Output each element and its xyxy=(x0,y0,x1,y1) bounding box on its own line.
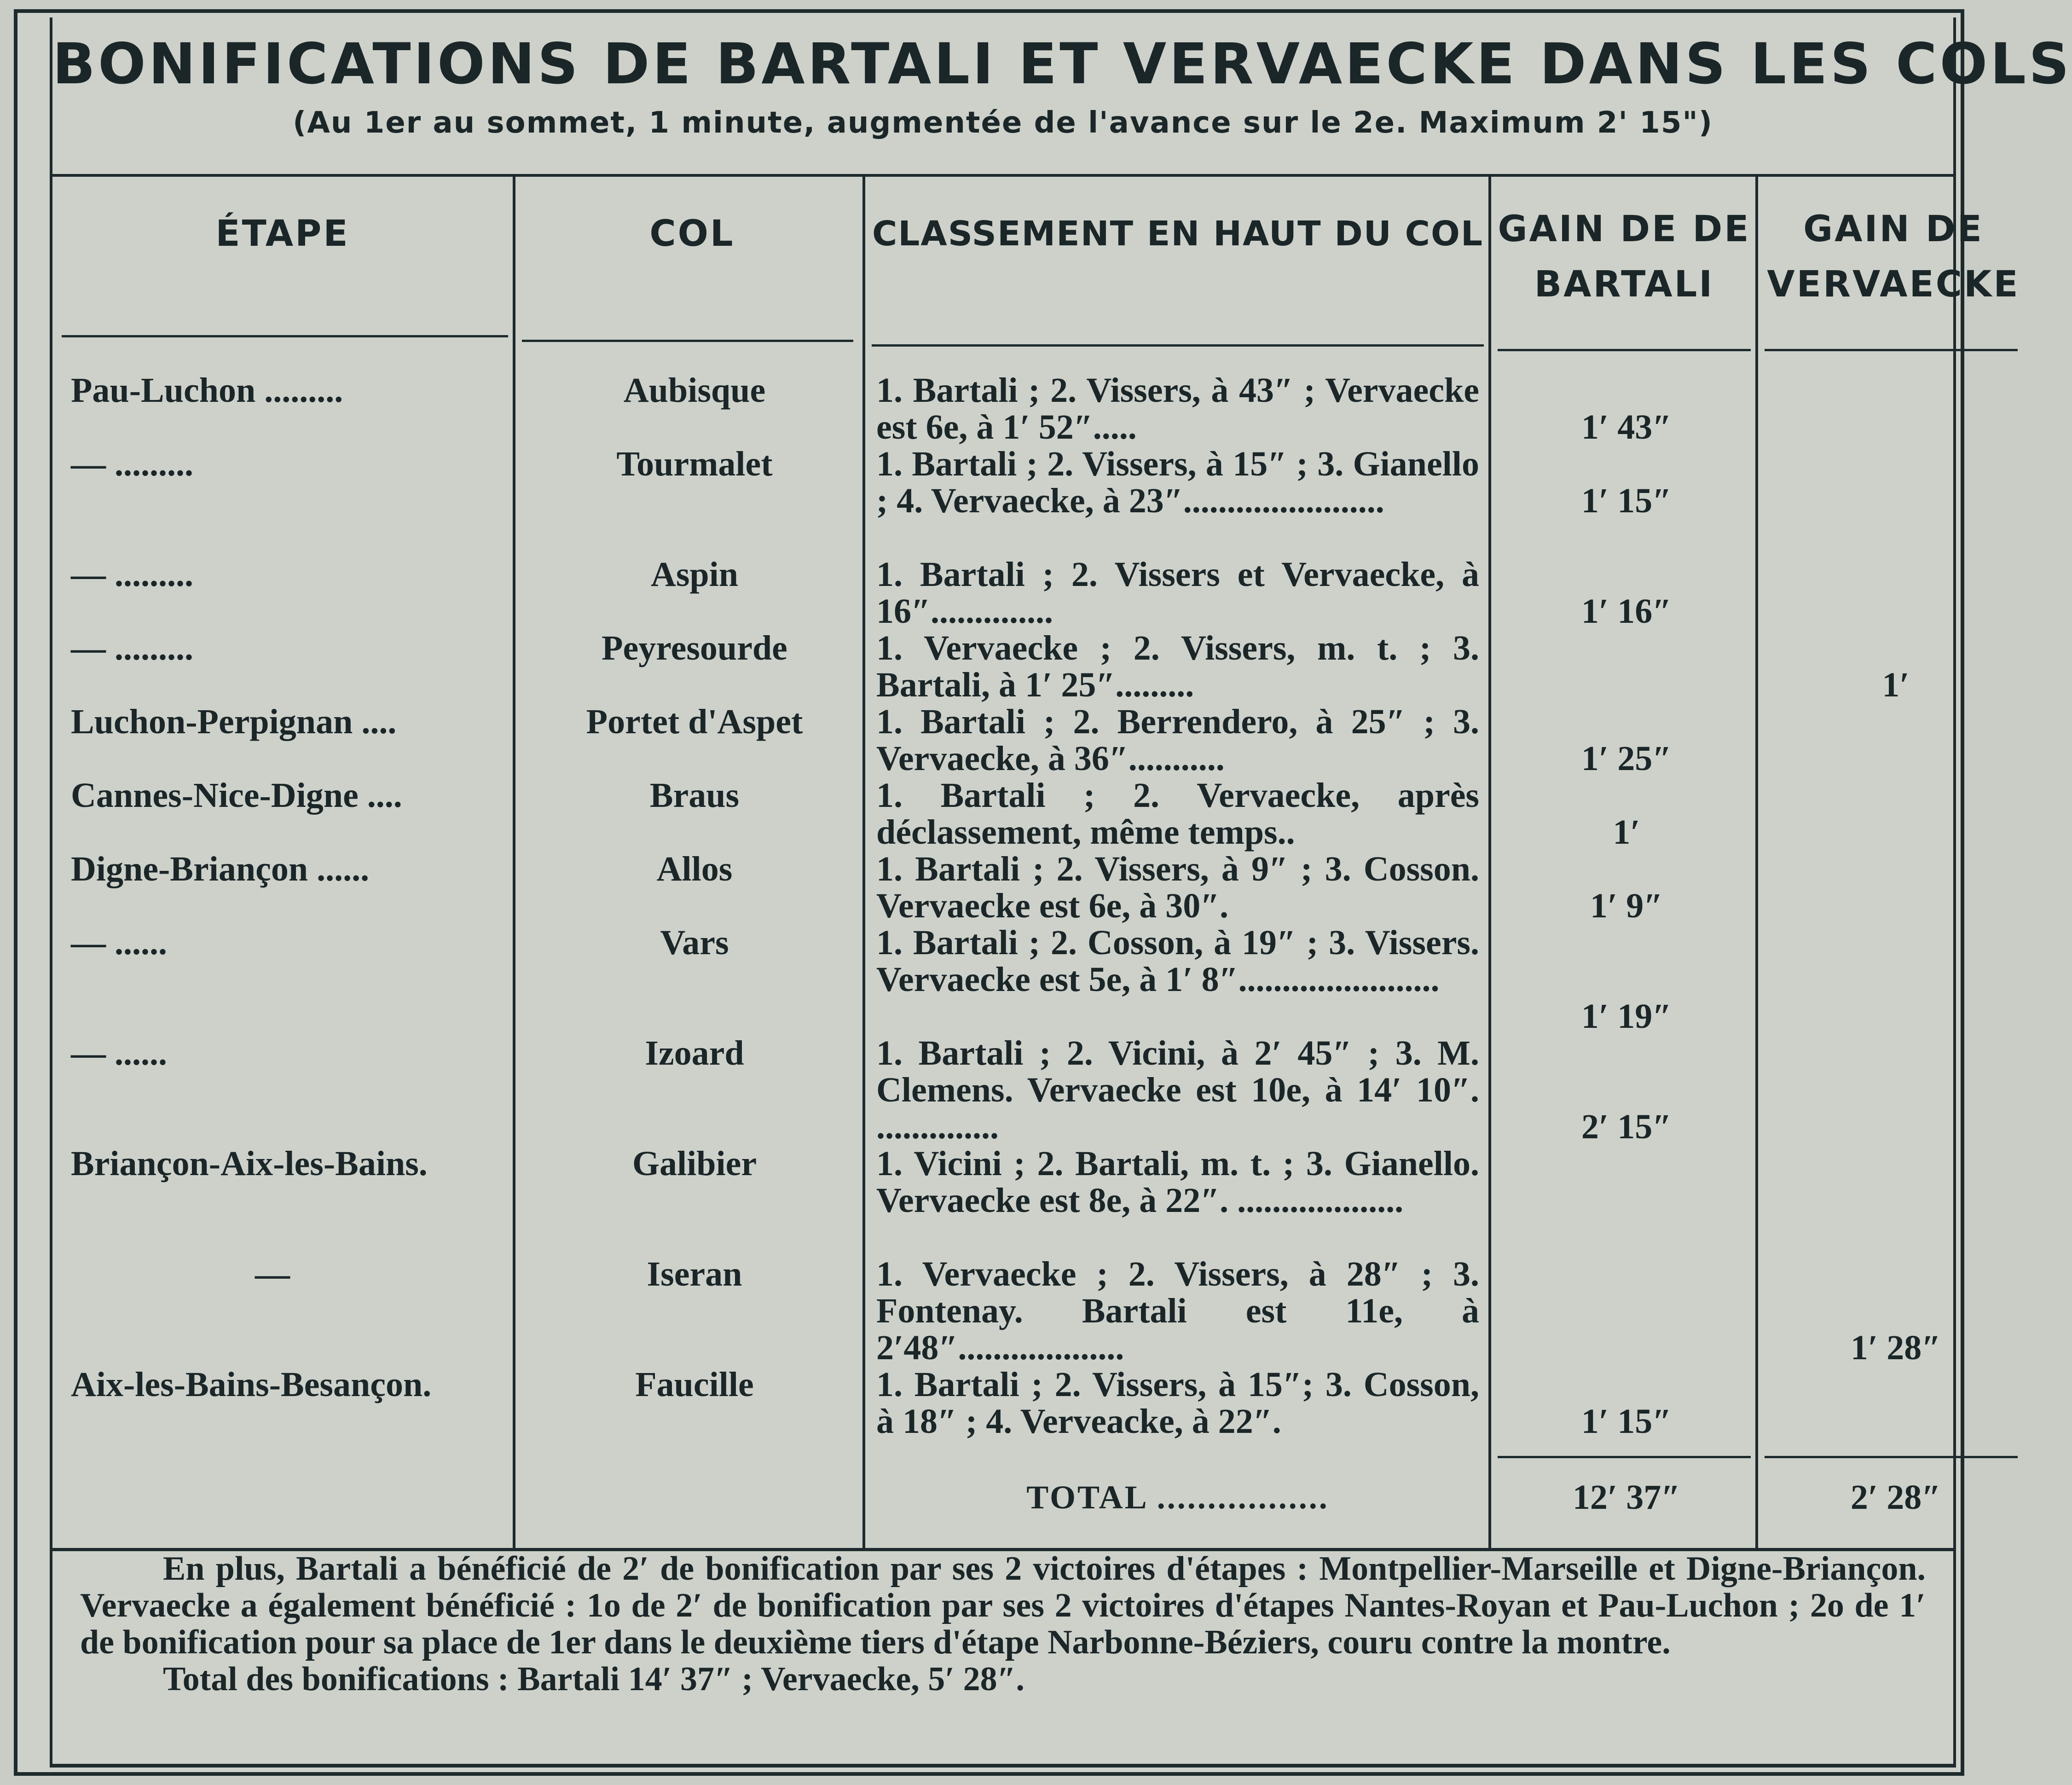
header-rule-classement xyxy=(872,344,1484,347)
gain-bartali-cell: 1′ 15″ xyxy=(1581,1402,1672,1441)
classement-cell: 1. Bartali ; 2. Vissers, à 43″ ; Vervaecke est 6e, à 1′ 52″..... xyxy=(876,371,1479,446)
col-cell: Faucille xyxy=(635,1365,754,1404)
classement-cell: 1. Bartali ; 2. Vissers, à 15″ ; 3. Gianello ; 4. Vervaecke, à 23″....................... xyxy=(876,445,1479,520)
etape-cell: — ...... xyxy=(71,1034,167,1072)
footer-paragraph: En plus, Bartali a bénéficié de 2′ de bonification par ses 2 victoires d'étapes : Montpellier-Marseille et Digne-Briançon. Vervaecke a également bénéficié : 1o de 2′ de bonification par ses 2 victoires d'étapes Nantes-Royan et Pau-Luchon ; 2o de 1′ de bonification pour sa place de 1er dans le deuxième tiers d'étape Narbonne-Béziers, couru contre la montre. xyxy=(80,1550,1926,1661)
etape-cell: — ......... xyxy=(71,555,193,594)
gain-vervaecke-cell: 1′ xyxy=(1882,666,1910,704)
gain-bartali-cell: 1′ 15″ xyxy=(1581,481,1672,520)
column-header-classement: CLASSEMENT EN HAUT DU COL xyxy=(872,214,1484,254)
etape-cell: Digne-Briançon ...... xyxy=(71,850,370,888)
etape-cell: — ......... xyxy=(71,629,193,667)
column-header-col: COL xyxy=(649,213,735,255)
total-gain-bartali: 12′ 37″ xyxy=(1572,1478,1681,1517)
classement-cell: 1. Vervaecke ; 2. Vissers, à 28″ ; 3. Fontenay. Bartali est 11e, à 2′48″................... xyxy=(876,1255,1479,1367)
col-cell: Peyresourde xyxy=(602,629,787,667)
classement-cell: 1. Bartali ; 2. Vissers, à 15″; 3. Cosson, à 18″ ; 4. Verveacke, à 22″. xyxy=(876,1365,1479,1441)
classement-cell: 1. Vicini ; 2. Bartali, m. t. ; 3. Gianello. Vervaecke est 8e, à 22″. ................... xyxy=(876,1144,1479,1220)
total-rule-bartali xyxy=(1498,1456,1751,1458)
total-gain-vervaecke: 2′ 28″ xyxy=(1850,1478,1941,1517)
footer-total-line: Total des bonifications : Bartali 14′ 37″ ; Vervaecke, 5′ 28″. xyxy=(163,1660,1024,1698)
header-rule-gain-vervaecke xyxy=(1765,349,2018,351)
gain-bartali-cell: 1′ 19″ xyxy=(1581,997,1672,1036)
etape-cell: Luchon-Perpignan .... xyxy=(71,702,397,741)
col-cell: Braus xyxy=(649,776,740,815)
gain-bartali-cell: 2′ 15″ xyxy=(1581,1107,1672,1146)
col-cell: Galibier xyxy=(632,1144,757,1183)
classement-cell: 1. Bartali ; 2. Vervaecke, après déclassement, même temps.. xyxy=(876,776,1479,852)
header-rule-etape xyxy=(62,335,508,337)
etape-cell: Pau-Luchon ......... xyxy=(71,371,343,410)
header xyxy=(52,17,2072,177)
gain-bartali-cell: 1′ 43″ xyxy=(1581,408,1672,446)
classement-cell: 1. Bartali ; 2. Vissers et Vervaecke, à 16″.............. xyxy=(876,555,1479,631)
col-cell: Portet d'Aspet xyxy=(586,702,803,741)
classement-cell: 1. Bartali ; 2. Berrendero, à 25″ ; 3. Vervaecke, à 36″........... xyxy=(876,702,1479,778)
col-cell: Vars xyxy=(660,923,729,962)
gain-vervaecke-cell: 1′ 28″ xyxy=(1850,1328,1941,1367)
col-cell: Allos xyxy=(656,850,733,888)
etape-cell: — ...... xyxy=(71,923,167,962)
header-rule-gain-bartali xyxy=(1498,349,1751,351)
classement-cell: 1. Vervaecke ; 2. Vissers, m. t. ; 3. Bartali, à 1′ 25″......... xyxy=(876,629,1479,704)
etape-cell: Briançon-Aix-les-Bains. xyxy=(71,1144,428,1183)
etape-cell: Aix-les-Bains-Besançon. xyxy=(71,1365,432,1404)
classement-cell: 1. Bartali ; 2. Cosson, à 19″ ; 3. Vissers. Vervaecke est 5e, à 1′ 8″....................... xyxy=(876,923,1479,999)
table-frame xyxy=(50,17,2072,1768)
total-label: TOTAL ................. xyxy=(1026,1479,1329,1516)
gain-bartali-cell: 1′ 25″ xyxy=(1581,739,1672,778)
column-header-gain-vervaecke: GAIN DE VERVAECKE xyxy=(1767,209,2020,305)
document-sheet xyxy=(14,9,2072,1776)
classement-cell: 1. Bartali ; 2. Vicini, à 2′ 45″ ; 3. M. Clemens. Vervaecke est 10e, à 14′ 10″. .............. xyxy=(876,1034,1479,1146)
etape-cell: — xyxy=(255,1255,290,1293)
header-rule-col xyxy=(522,340,853,342)
gain-bartali-cell: 1′ xyxy=(1613,813,1640,852)
gain-bartali-cell: 1′ 9″ xyxy=(1590,887,1663,925)
col-cell: Aspin xyxy=(650,555,739,594)
col-cell: Iseran xyxy=(647,1255,742,1293)
col-cell: Tourmalet xyxy=(616,445,773,483)
classement-cell: 1. Bartali ; 2. Vissers, à 9″ ; 3. Cosson. Vervaecke est 6e, à 30″. xyxy=(876,850,1479,925)
page-title: BONIFICATIONS DE BARTALI ET VERVAECKE DANS LES COLS xyxy=(52,31,2072,97)
gain-bartali-cell: 1′ 16″ xyxy=(1581,592,1672,631)
column-divider-2 xyxy=(862,174,865,1550)
col-cell: Izoard xyxy=(645,1034,744,1072)
column-header-etape: ÉTAPE xyxy=(215,213,350,255)
etape-cell: — ......... xyxy=(71,445,193,483)
column-header-gain-bartali: GAIN DE DE BARTALI xyxy=(1498,209,1751,305)
column-divider-4 xyxy=(1755,174,1758,1550)
col-cell: Aubisque xyxy=(623,371,766,410)
page-subtitle: (Au 1er au sommet, 1 minute, augmentée de l'avance sur le 2e. Maximum 2' 15") xyxy=(293,106,1713,140)
footer-note xyxy=(80,1550,1926,1698)
etape-cell: Cannes-Nice-Digne .... xyxy=(71,776,402,815)
column-divider-3 xyxy=(1488,174,1491,1550)
total-rule-vervaecke xyxy=(1765,1456,2018,1458)
